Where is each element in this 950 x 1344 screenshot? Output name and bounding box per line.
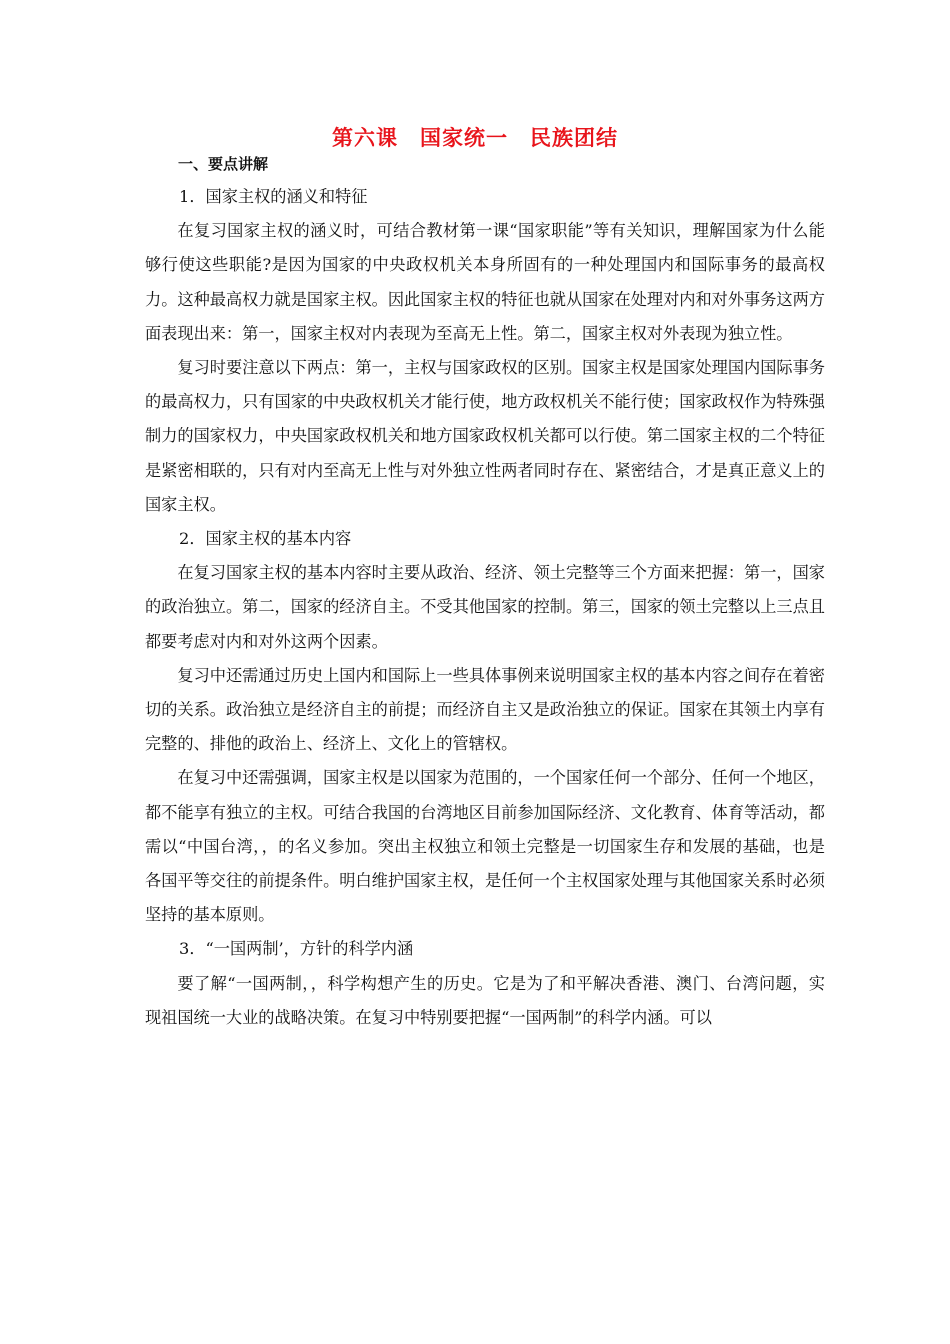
paragraph: 在复习国家主权的涵义时，可结合教材第一课“国家职能”等有关知识，理解国家为什么能够行使这些职能?是因为国家的中央政权机关本身所固有的一种处理国内和国际事务的最高权力。这种最高权力就是国家主权。因此国家主权的特征也就从国家在处理对内和对外事务这两方面表现出来：第一，国家主权对内表现为至高无上性。第二，国家主权对外表现为独立性。 (145, 221, 825, 343)
paragraph: 复习时要注意以下两点：第一，主权与国家政权的区别。国家主权是国家处理国内国际事务的最高权力，只有国家的中央政权机关才能行使，地方政权机关不能行使；国家政权作为特殊强制力的国家权力，中央国家政权机关和地方国家政权机关都可以行使。第二国家主权的二个特征是紧密相联的，只有对内至高无上性与对外独立性两者同时存在、紧密结合，才是真正意义上的国家主权。 (145, 358, 825, 514)
subheading-sovereignty-content: 2．国家主权的基本内容 (179, 529, 352, 549)
body-text (145, 180, 825, 1035)
section-heading: 一、要点讲解 (178, 155, 269, 173)
paragraph: 复习中还需通过历史上国内和国际上一些具体事例来说明国家主权的基本内容之间存在着密切的关系。政治独立是经济自主的前提；而经济自主又是政治独立的保证。国家在其领土内享有完整的、排他的政治上、经济上、文化上的管辖权。 (145, 665, 825, 754)
subheading-sovereignty-meaning: 1．国家主权的涵义和特征 (179, 187, 368, 206)
paragraph: 在复习中还需强调，国家主权是以国家为范围的，一个国家任何一个部分、任何一个地区，都不能享有独立的主权。可结合我国的台湾地区目前参加国际经济、文化教育、体育等活动，都需以“中国台湾，，的名义参加。突出主权独立和领土完整是一切国家生存和发展的基础，也是各国平等交往的前提条件。明白维护国家主权，是任何一个主权国家处理与其他国家关系时必须坚持的基本原则。 (145, 768, 825, 925)
paragraph: 要了解“一国两制，，科学构想产生的历史。它是为了和平解决香港、澳门、台湾问题，实现祖国统一大业的战略决策。在复习中特别要把握“一国两制”的科学内涵。可以 (145, 973, 825, 1027)
subheading-one-country-two-systems: 3．“一国两制’，方针的科学内涵 (179, 939, 414, 959)
paragraph: 在复习国家主权的基本内容时主要从政治、经济、领土完整等三个方面来把握：第一，国家的政治独立。第二，国家的经济自主。不受其他国家的控制。第三，国家的领土完整以上三点且都要考虑对内和对外这两个因素。 (145, 563, 825, 651)
lesson-title: 第六课 国家统一 民族团结 (332, 125, 618, 150)
